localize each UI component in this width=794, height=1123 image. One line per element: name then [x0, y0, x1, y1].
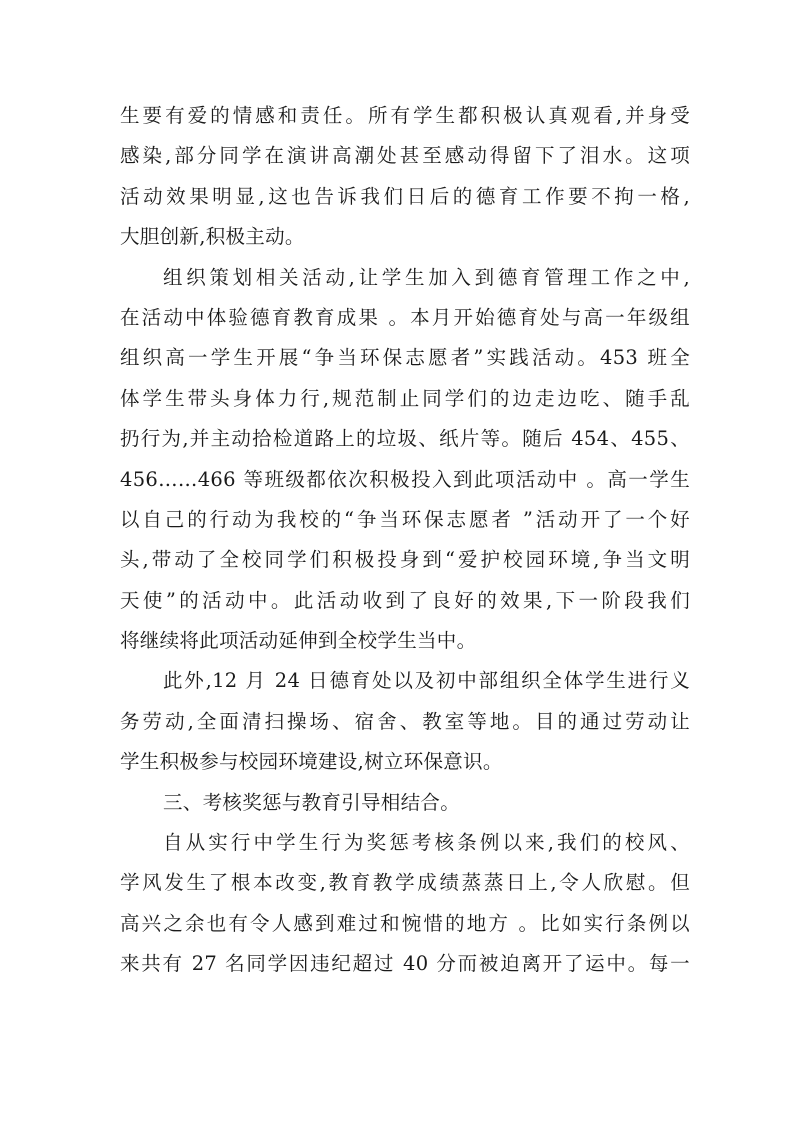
- text-line: 体学生带头身体力行,规范制止同学们的边走边吃、随手乱: [120, 386, 690, 410]
- text-line: 三、考核奖惩与教育引导相结合。: [163, 790, 461, 814]
- text-line: 组织高一学生开展“争当环保志愿者”实践活动。453 班全: [120, 346, 690, 370]
- text-line: 天使”的活动中。此活动收到了良好的效果,下一阶段我们: [120, 588, 690, 612]
- text-line: 学风发生了根本改变,教育教学成绩蒸蒸日上,令人欣慰。但: [120, 871, 690, 895]
- text-line: 来共有 27 名同学因违纪超过 40 分而被迫离开了运中。每一: [120, 952, 690, 976]
- text-line: 456……466 等班级都依次积极投入到此项活动中 。高一学生: [120, 467, 690, 491]
- text-line: 将继续将此项活动延伸到全校学生当中。: [120, 629, 477, 653]
- text-line: 组织策划相关活动,让学生加入到德育管理工作之中,: [163, 265, 690, 289]
- text-line: 在活动中体验德育教育成果 。本月开始德育处与高一年级组: [120, 305, 690, 329]
- text-line: 学生积极参与校园环境建设,树立环保意识。: [120, 750, 503, 774]
- text-line: 务劳动,全面清扫操场、宿舍、教室等地。目的通过劳动让: [120, 709, 690, 733]
- text-line: 感染,部分同学在演讲高潮处甚至感动得留下了泪水。这项: [120, 144, 690, 168]
- text-line: 以自己的行动为我校的“争当环保志愿者 ”活动开了一个好: [120, 507, 690, 531]
- text-line: 高兴之余也有令人感到难过和惋惜的地方 。比如实行条例以: [120, 911, 690, 935]
- text-line: 扔行为,并主动拾检道路上的垃圾、纸片等。随后 454、455、: [120, 427, 690, 451]
- text-line: 自从实行中学生行为奖惩考核条例以来,我们的校风、: [163, 831, 690, 855]
- text-line: 头,带动了全校同学们积极投身到“爱护校园环境,争当文明: [120, 548, 690, 572]
- body-text: [120, 96, 690, 985]
- text-line: 生要有爱的情感和责任。所有学生都积极认真观看,并身受: [120, 104, 690, 127]
- text-line: 活动效果明显,这也告诉我们日后的德育工作要不拘一格,: [120, 184, 690, 208]
- text-line: 大胆创新,积极主动。: [120, 225, 305, 249]
- text-line: 此外,12 月 24 日德育处以及初中部组织全体学生进行义: [163, 669, 690, 693]
